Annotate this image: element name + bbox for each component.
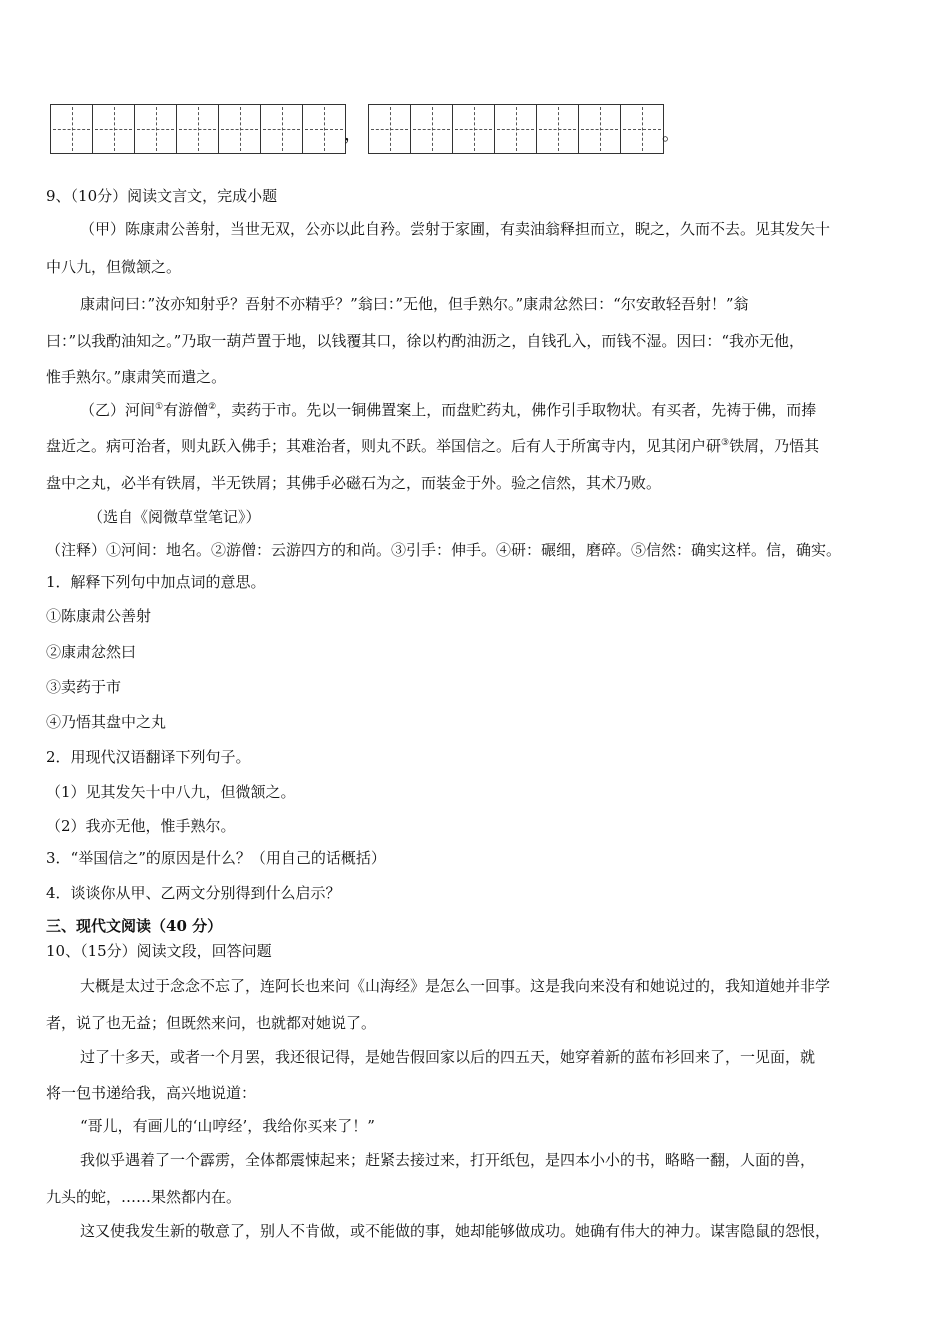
grid-cell[interactable] [621, 105, 663, 153]
yi-text: ，卖药于市。先以一铜佛置案上，而盘贮药丸，佛作引手取物状。有买者，先祷于佛，而捧 [216, 401, 817, 419]
section-title: 三、现代文阅读（40 分） [46, 917, 223, 935]
subq-2-b: （2）我亦无他，惟手熟尔。 [46, 817, 236, 835]
subq-3: 3．“举国信之”的原因是什么？（用自己的话概括） [46, 849, 386, 867]
yi-text: 有游僧 [163, 401, 209, 419]
yi-line-2 [46, 436, 819, 456]
jia-line-2: 中八九，但微颔之。 [46, 258, 182, 276]
subq-4: 4．谈谈你从甲、乙两文分别得到什么启示？ [46, 884, 341, 902]
grid-cell[interactable] [411, 105, 453, 153]
yi-text: 盘近之。病可治者，则丸跃入佛手；其难治者，则丸不跃。举国信之。后有人于所寓寺内，见其闭户研 [46, 437, 722, 455]
para-4-line-2: 九头的蛇，……果然都内在。 [46, 1188, 242, 1206]
grid-cell[interactable] [135, 105, 177, 153]
subq-1-b: ②康肃忿然曰 [46, 643, 137, 661]
grid-comma: ， [344, 124, 362, 145]
subq-2-a: （1）见其发矢十中八九，但微颔之。 [46, 783, 296, 801]
answer-grid-2 [368, 104, 664, 154]
answer-grid-1 [50, 104, 346, 154]
subq-1-d: ④乃悟其盘中之丸 [46, 713, 167, 731]
para-3: “哥儿，有画儿的‘山哼经’，我给你买来了！” [80, 1117, 375, 1135]
para-4-line-1: 我似乎遇着了一个霹雳，全体都震悚起来；赶紧去接过来，打开纸包，是四本小小的书，略略一翻，人面的兽， [80, 1151, 816, 1169]
grid-cell[interactable] [51, 105, 93, 153]
grid-cell[interactable] [537, 105, 579, 153]
grid-cell[interactable] [453, 105, 495, 153]
jia-line-1: （甲）陈康肃公善射，当世无双，公亦以此自矜。尝射于家圃，有卖油翁释担而立，睨之，久而不去。见其发矢十 [80, 220, 831, 238]
grid-cell[interactable] [219, 105, 261, 153]
jia-line-3: 康肃问曰：”汝亦知射乎？吾射不亦精乎？”翁曰：”无他，但手熟尔。”康肃忿然曰：“尔安敢轻吾射！”翁 [80, 295, 749, 313]
grid-cell[interactable] [303, 105, 345, 153]
note-marker: ② [208, 402, 217, 412]
grid-cell[interactable] [369, 105, 411, 153]
grid-cell[interactable] [177, 105, 219, 153]
grid-period: 。 [662, 124, 680, 145]
yi-text: （乙）河间 [80, 401, 156, 419]
yi-line-3: 盘中之丸，必半有铁屑，半无铁屑；其佛手必磁石为之，而装金于外。验之信然，其术乃败。 [46, 474, 662, 492]
subq-1-a: ①陈康肃公善射 [46, 607, 152, 625]
para-1-line-1: 大概是太过于念念不忘了，连阿长也来问《山海经》是怎么一回事。这是我向来没有和她说过的，我知道她并非学 [80, 977, 831, 995]
note-marker: ③ [721, 438, 730, 448]
para-5-line-1: 这又使我发生新的敬意了，别人不肯做，或不能做的事，她却能够做成功。她确有伟大的神力。谋害隐鼠的怨恨， [80, 1222, 831, 1240]
q9-header: 9、（10分）阅读文言文，完成小题 [46, 187, 278, 205]
note-marker: ① [155, 402, 164, 412]
grid-cell[interactable] [93, 105, 135, 153]
notes: （注释）①河间：地名。②游僧：云游四方的和尚。③引手：伸手。④研：碾细，磨碎。⑤信然：确实这样。信，确实。 [46, 541, 842, 559]
jia-line-5: 惟手熟尔。”康肃笑而遣之。 [46, 368, 227, 386]
source: （选自《阅微草堂笔记》） [88, 508, 261, 526]
subq-2: 2．用现代汉语翻译下列句子。 [46, 748, 251, 766]
para-2-line-1: 过了十多天，或者一个月罢，我还很记得，是她告假回家以后的四五天，她穿着新的蓝布衫回来了，一见面，就 [80, 1048, 816, 1066]
grid-cell[interactable] [579, 105, 621, 153]
jia-line-4: 曰：”以我酌油知之。”乃取一葫芦置于地，以钱覆其口，徐以杓酌油沥之，自钱孔入，而钱不湿。因曰：“我亦无他， [46, 332, 805, 350]
subq-1-c: ③卖药于市 [46, 678, 122, 696]
yi-line-1 [80, 400, 816, 420]
grid-cell[interactable] [495, 105, 537, 153]
para-1-line-2: 者，说了也无益；但既然来问，也就都对她说了。 [46, 1014, 377, 1032]
yi-text: 铁屑，乃悟其 [729, 437, 820, 455]
subq-1: 1．解释下列句中加点词的意思。 [46, 573, 266, 591]
para-2-line-2: 将一包书递给我，高兴地说道： [46, 1084, 257, 1102]
grid-cell[interactable] [261, 105, 303, 153]
q10-header: 10、（15分）阅读文段，回答问题 [46, 942, 272, 960]
